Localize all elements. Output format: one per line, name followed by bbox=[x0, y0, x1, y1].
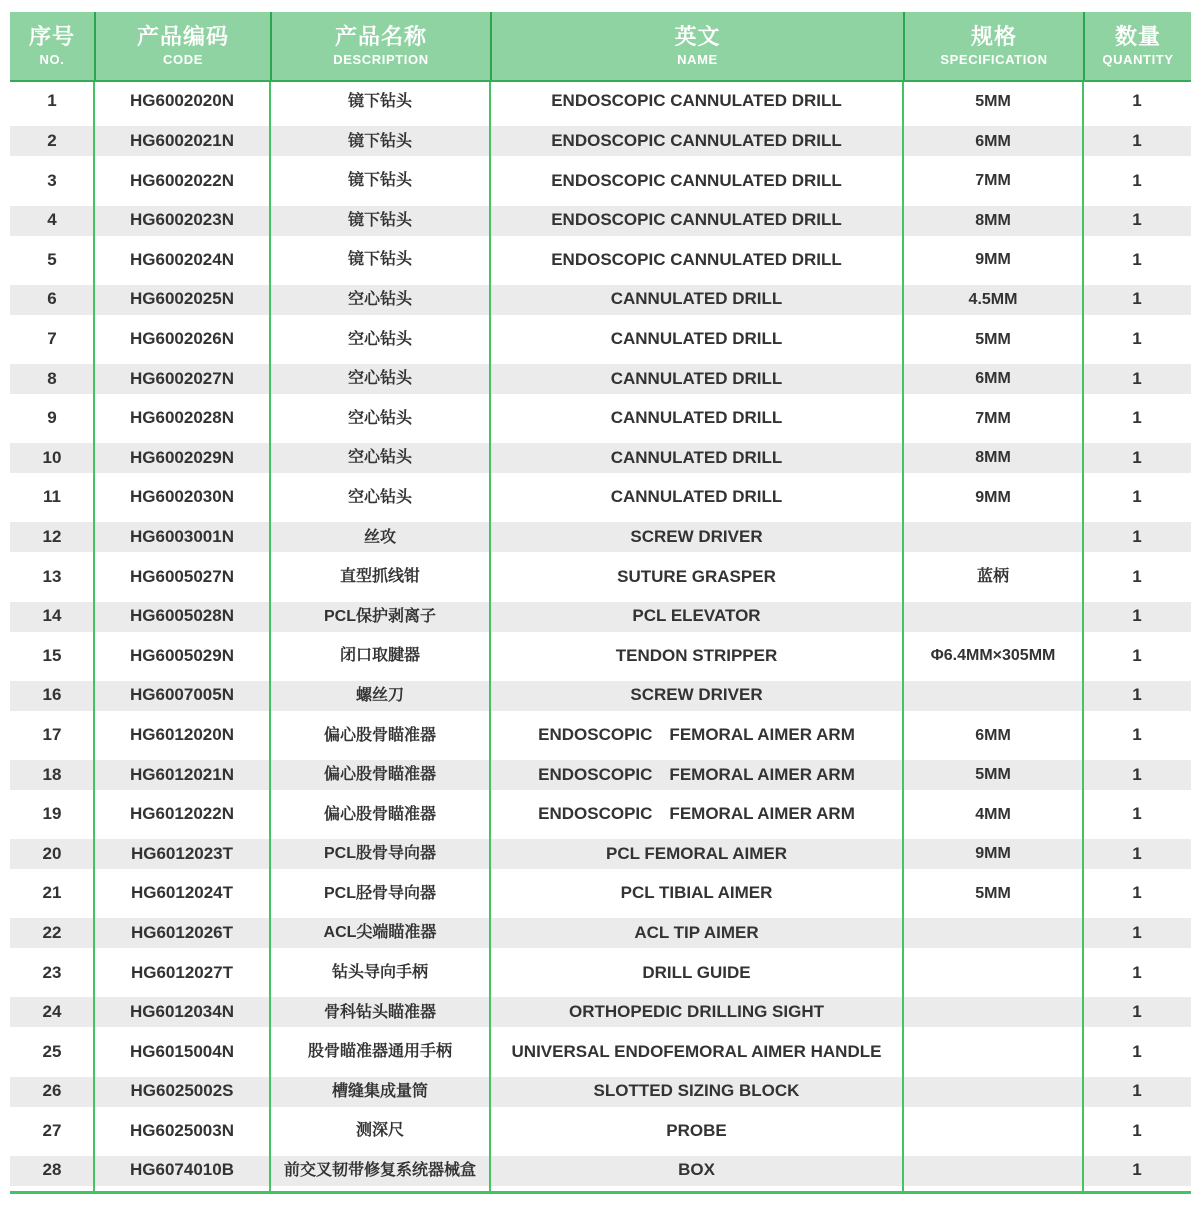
table-row bbox=[10, 518, 1191, 558]
cell-qty: 1 bbox=[1132, 922, 1142, 942]
table-row bbox=[10, 557, 1191, 597]
col-header-code-zh: 产品编码 bbox=[136, 24, 229, 49]
table-row bbox=[10, 636, 1191, 676]
cell-code: HG6005028N bbox=[130, 606, 234, 626]
cell-name: CANNULATED DRILL bbox=[610, 487, 783, 507]
cell-qty: 1 bbox=[1132, 606, 1142, 626]
cell-code: HG6012021N bbox=[130, 764, 234, 784]
col-header-specification-zh: 规格 bbox=[970, 24, 1017, 49]
col-header-specification-en: SPECIFICATION bbox=[940, 52, 1048, 67]
col-header-code-en: CODE bbox=[163, 52, 203, 67]
cell-qty: 1 bbox=[1132, 447, 1142, 467]
cell-name: ENDOSCOPIC FEMORAL AIMER ARM bbox=[538, 724, 855, 744]
col-header-code bbox=[94, 12, 270, 80]
cell-name: ENDOSCOPIC FEMORAL AIMER ARM bbox=[538, 804, 855, 824]
cell-description: 直型抓线钳 bbox=[339, 568, 420, 586]
cell-qty: 1 bbox=[1132, 91, 1142, 111]
cell-name: PCL FEMORAL AIMER bbox=[605, 843, 788, 863]
cell-description: 镜下钻头 bbox=[347, 132, 412, 150]
cell-description: 空心钻头 bbox=[347, 290, 412, 308]
col-header-quantity bbox=[1083, 12, 1191, 80]
cell-qty: 1 bbox=[1132, 526, 1142, 546]
cell-no: 28 bbox=[42, 1160, 62, 1180]
table-row bbox=[10, 359, 1191, 399]
cell-qty: 1 bbox=[1132, 329, 1142, 349]
cell-no: 12 bbox=[42, 526, 62, 546]
table-row bbox=[10, 1111, 1191, 1151]
cell-qty: 1 bbox=[1132, 645, 1142, 665]
table-header bbox=[10, 12, 1191, 82]
cell-code: HG6007005N bbox=[130, 685, 234, 705]
cell-code: HG6003001N bbox=[130, 526, 234, 546]
cell-spec: 蓝柄 bbox=[976, 568, 1009, 586]
cell-code: HG6002022N bbox=[130, 170, 234, 190]
table-row bbox=[10, 874, 1191, 914]
cell-code: HG6025003N bbox=[130, 1120, 234, 1140]
cell-code: HG6012034N bbox=[130, 1002, 234, 1022]
col-header-name-zh: 英文 bbox=[674, 24, 721, 49]
cell-name: ENDOSCOPIC CANNULATED DRILL bbox=[551, 210, 842, 230]
cell-spec bbox=[903, 522, 1083, 552]
cell-name: CANNULATED DRILL bbox=[610, 329, 783, 349]
cell-no: 20 bbox=[42, 843, 62, 863]
cell-name: BOX bbox=[678, 1160, 715, 1180]
cell-no: 8 bbox=[47, 368, 57, 388]
table-row bbox=[10, 993, 1191, 1033]
cell-no: 9 bbox=[47, 408, 57, 428]
cell-name: SCREW DRIVER bbox=[630, 685, 763, 705]
cell-no: 7 bbox=[47, 329, 57, 349]
table-row bbox=[10, 478, 1191, 518]
table-row bbox=[10, 1151, 1191, 1191]
cell-description: PCL股骨导向器 bbox=[323, 845, 436, 863]
table-row bbox=[10, 320, 1191, 360]
table-row bbox=[10, 913, 1191, 953]
table-row bbox=[10, 834, 1191, 874]
cell-code: HG6005029N bbox=[130, 645, 234, 665]
column-divider-line bbox=[93, 82, 95, 1191]
cell-name: ENDOSCOPIC CANNULATED DRILL bbox=[551, 170, 842, 190]
col-header-description bbox=[270, 12, 490, 80]
cell-qty: 1 bbox=[1132, 804, 1142, 824]
cell-description: PCL保护剥离子 bbox=[323, 607, 436, 625]
table-body bbox=[10, 82, 1191, 1194]
cell-no: 22 bbox=[42, 922, 62, 942]
cell-code: HG6002025N bbox=[130, 289, 234, 309]
cell-qty: 1 bbox=[1132, 487, 1142, 507]
cell-code: HG6025002S bbox=[130, 1081, 234, 1101]
cell-code: HG6015004N bbox=[130, 1041, 234, 1061]
cell-spec: Φ6.4MM×305MM bbox=[930, 647, 1056, 665]
cell-spec: 7MM bbox=[975, 409, 1011, 427]
cell-no: 11 bbox=[43, 487, 61, 507]
cell-qty: 1 bbox=[1132, 962, 1142, 982]
cell-code: HG6002026N bbox=[130, 329, 234, 349]
column-divider-line bbox=[1082, 82, 1084, 1191]
col-header-no-zh: 序号 bbox=[28, 24, 75, 49]
cell-spec: 5MM bbox=[975, 884, 1011, 902]
cell-qty: 1 bbox=[1132, 170, 1142, 190]
cell-qty: 1 bbox=[1132, 408, 1142, 428]
cell-qty: 1 bbox=[1132, 1120, 1142, 1140]
table-row bbox=[10, 716, 1191, 756]
col-header-quantity-en: QUANTITY bbox=[1102, 52, 1174, 67]
cell-description: 股骨瞄准器通用手柄 bbox=[307, 1043, 452, 1061]
cell-code: HG6012022N bbox=[130, 804, 234, 824]
cell-spec: 5MM bbox=[975, 93, 1011, 110]
col-header-name bbox=[490, 12, 903, 80]
cell-code: HG6002028N bbox=[130, 408, 234, 428]
cell-no: 16 bbox=[42, 685, 62, 705]
cell-qty: 1 bbox=[1132, 368, 1142, 388]
col-header-no-en: NO. bbox=[39, 52, 65, 67]
cell-name: SCREW DRIVER bbox=[630, 526, 763, 546]
cell-spec bbox=[903, 1077, 1083, 1107]
cell-name: CANNULATED DRILL bbox=[610, 408, 783, 428]
column-divider-line bbox=[902, 82, 904, 1191]
column-divider-line bbox=[489, 82, 491, 1191]
cell-description: 偏心股骨瞄准器 bbox=[323, 805, 436, 823]
cell-name: CANNULATED DRILL bbox=[610, 368, 783, 388]
cell-spec bbox=[903, 602, 1083, 632]
cell-name: ENDOSCOPIC CANNULATED DRILL bbox=[551, 249, 842, 269]
table-row bbox=[10, 122, 1191, 162]
cell-qty: 1 bbox=[1132, 210, 1142, 230]
cell-qty: 1 bbox=[1132, 1081, 1142, 1101]
table-row bbox=[10, 82, 1191, 122]
cell-spec bbox=[903, 953, 1083, 993]
cell-qty: 1 bbox=[1132, 249, 1142, 269]
cell-qty: 1 bbox=[1132, 1002, 1142, 1022]
cell-no: 6 bbox=[47, 289, 57, 309]
cell-description: 镜下钻头 bbox=[347, 211, 412, 229]
col-header-description-zh: 产品名称 bbox=[334, 24, 427, 49]
cell-spec bbox=[903, 918, 1083, 948]
cell-no: 14 bbox=[42, 606, 62, 626]
cell-name: SLOTTED SIZING BLOCK bbox=[593, 1081, 800, 1101]
cell-description: 闭口取腱器 bbox=[339, 647, 420, 665]
cell-description: 空心钻头 bbox=[347, 370, 412, 388]
cell-name: PCL TIBIAL AIMER bbox=[620, 883, 773, 903]
cell-name: PROBE bbox=[666, 1120, 727, 1140]
table-row bbox=[10, 795, 1191, 835]
cell-code: HG6002023N bbox=[130, 210, 234, 230]
table-row bbox=[10, 240, 1191, 280]
cell-no: 23 bbox=[42, 962, 62, 982]
cell-code: HG6002029N bbox=[130, 447, 234, 467]
cell-no: 1 bbox=[47, 91, 57, 111]
cell-description: 镜下钻头 bbox=[347, 93, 412, 110]
cell-name: CANNULATED DRILL bbox=[610, 289, 783, 309]
col-header-no bbox=[10, 12, 94, 80]
cell-code: HG6002027N bbox=[130, 368, 234, 388]
table-row bbox=[10, 280, 1191, 320]
cell-no: 17 bbox=[42, 724, 62, 744]
column-divider-line bbox=[269, 82, 271, 1191]
table-row bbox=[10, 1072, 1191, 1112]
table-row bbox=[10, 953, 1191, 993]
cell-description: 镜下钻头 bbox=[347, 251, 412, 269]
cell-spec: 5MM bbox=[975, 766, 1011, 784]
table-row bbox=[10, 161, 1191, 201]
cell-no: 15 bbox=[42, 645, 62, 665]
cell-spec: 4MM bbox=[975, 805, 1011, 823]
cell-code: HG6074010B bbox=[130, 1160, 234, 1180]
cell-code: HG6002030N bbox=[130, 487, 234, 507]
cell-code: HG6012023T bbox=[130, 843, 234, 863]
cell-description: 空心钻头 bbox=[347, 409, 412, 427]
cell-qty: 1 bbox=[1132, 843, 1142, 863]
cell-description: PCL胫骨导向器 bbox=[323, 884, 436, 902]
cell-spec: 6MM bbox=[975, 726, 1011, 744]
cell-qty: 1 bbox=[1132, 131, 1142, 151]
table-row bbox=[10, 438, 1191, 478]
cell-code: HG6012026T bbox=[130, 922, 234, 942]
cell-no: 10 bbox=[42, 447, 62, 467]
cell-description: 空心钻头 bbox=[347, 488, 412, 506]
table-row bbox=[10, 597, 1191, 637]
cell-spec: 5MM bbox=[975, 330, 1011, 348]
cell-description: 镜下钻头 bbox=[347, 172, 412, 190]
cell-description: 螺丝刀 bbox=[355, 686, 404, 704]
cell-spec: 8MM bbox=[975, 211, 1011, 229]
cell-no: 24 bbox=[42, 1002, 62, 1022]
cell-no: 27 bbox=[42, 1120, 62, 1140]
cell-description: 钻头导向手柄 bbox=[331, 964, 428, 982]
cell-qty: 1 bbox=[1132, 1160, 1142, 1180]
cell-qty: 1 bbox=[1132, 883, 1142, 903]
cell-code: HG6012024T bbox=[130, 883, 234, 903]
cell-spec bbox=[903, 1111, 1083, 1151]
col-header-quantity-zh: 数量 bbox=[1114, 24, 1161, 49]
cell-no: 3 bbox=[47, 170, 57, 190]
cell-spec: 8MM bbox=[975, 449, 1011, 467]
cell-name: PCL ELEVATOR bbox=[632, 606, 761, 626]
cell-name: UNIVERSAL ENDOFEMORAL AIMER HANDLE bbox=[511, 1041, 882, 1061]
cell-no: 4 bbox=[47, 210, 57, 230]
cell-name: ENDOSCOPIC FEMORAL AIMER ARM bbox=[538, 764, 855, 784]
cell-code: HG6002020N bbox=[130, 91, 234, 111]
cell-qty: 1 bbox=[1132, 1041, 1142, 1061]
cell-spec: 9MM bbox=[975, 251, 1011, 269]
cell-spec bbox=[903, 1032, 1083, 1072]
cell-no: 2 bbox=[47, 131, 57, 151]
cell-spec bbox=[903, 1156, 1083, 1186]
cell-description: 偏心股骨瞄准器 bbox=[323, 726, 436, 744]
cell-spec: 7MM bbox=[975, 172, 1011, 190]
cell-description: 空心钻头 bbox=[347, 449, 412, 467]
cell-name: ACL TIP AIMER bbox=[634, 922, 759, 942]
cell-no: 25 bbox=[42, 1041, 62, 1061]
cell-name: TENDON STRIPPER bbox=[615, 645, 778, 665]
cell-spec bbox=[903, 681, 1083, 711]
cell-name: ENDOSCOPIC CANNULATED DRILL bbox=[551, 91, 842, 111]
cell-name: DRILL GUIDE bbox=[642, 962, 751, 982]
cell-name: SUTURE GRASPER bbox=[617, 566, 776, 586]
cell-spec: 9MM bbox=[975, 845, 1011, 863]
cell-spec: 6MM bbox=[975, 370, 1011, 388]
cell-code: HG6002024N bbox=[130, 249, 234, 269]
table-row bbox=[10, 201, 1191, 241]
cell-no: 18 bbox=[42, 764, 62, 784]
cell-description: 偏心股骨瞄准器 bbox=[323, 766, 436, 784]
cell-code: HG6012020N bbox=[130, 724, 234, 744]
table-row bbox=[10, 755, 1191, 795]
cell-spec: 4.5MM bbox=[968, 290, 1018, 308]
cell-qty: 1 bbox=[1132, 724, 1142, 744]
col-header-specification bbox=[903, 12, 1083, 80]
table-row bbox=[10, 676, 1191, 716]
cell-qty: 1 bbox=[1132, 764, 1142, 784]
cell-no: 21 bbox=[42, 883, 62, 903]
cell-no: 26 bbox=[42, 1081, 62, 1101]
table-row bbox=[10, 399, 1191, 439]
cell-name: ENDOSCOPIC CANNULATED DRILL bbox=[551, 131, 842, 151]
cell-description: 前交叉韧带修复系统器械盒 bbox=[283, 1162, 476, 1180]
cell-spec: 9MM bbox=[975, 488, 1011, 506]
cell-name: ORTHOPEDIC DRILLING SIGHT bbox=[569, 1002, 824, 1022]
cell-description: 骨科钻头瞄准器 bbox=[323, 1003, 436, 1021]
cell-qty: 1 bbox=[1132, 685, 1142, 705]
cell-description: 空心钻头 bbox=[347, 330, 412, 348]
cell-spec bbox=[903, 997, 1083, 1027]
cell-qty: 1 bbox=[1132, 289, 1142, 309]
cell-qty: 1 bbox=[1132, 566, 1142, 586]
cell-spec: 6MM bbox=[975, 132, 1011, 150]
cell-code: HG6002021N bbox=[130, 131, 234, 151]
cell-name: CANNULATED DRILL bbox=[610, 447, 783, 467]
cell-description: 测深尺 bbox=[355, 1122, 404, 1140]
cell-code: HG6012027T bbox=[130, 962, 234, 982]
cell-description: 槽缝集成量筒 bbox=[331, 1082, 428, 1100]
cell-description: ACL尖端瞄准器 bbox=[323, 924, 437, 942]
col-header-name-en: NAME bbox=[677, 52, 718, 67]
col-header-description-en: DESCRIPTION bbox=[333, 52, 429, 67]
cell-description: 丝攻 bbox=[363, 528, 396, 546]
cell-no: 5 bbox=[47, 249, 57, 269]
product-table bbox=[10, 12, 1191, 1194]
table-row bbox=[10, 1032, 1191, 1072]
cell-no: 19 bbox=[42, 804, 62, 824]
cell-code: HG6005027N bbox=[130, 566, 234, 586]
cell-no: 13 bbox=[42, 566, 62, 586]
